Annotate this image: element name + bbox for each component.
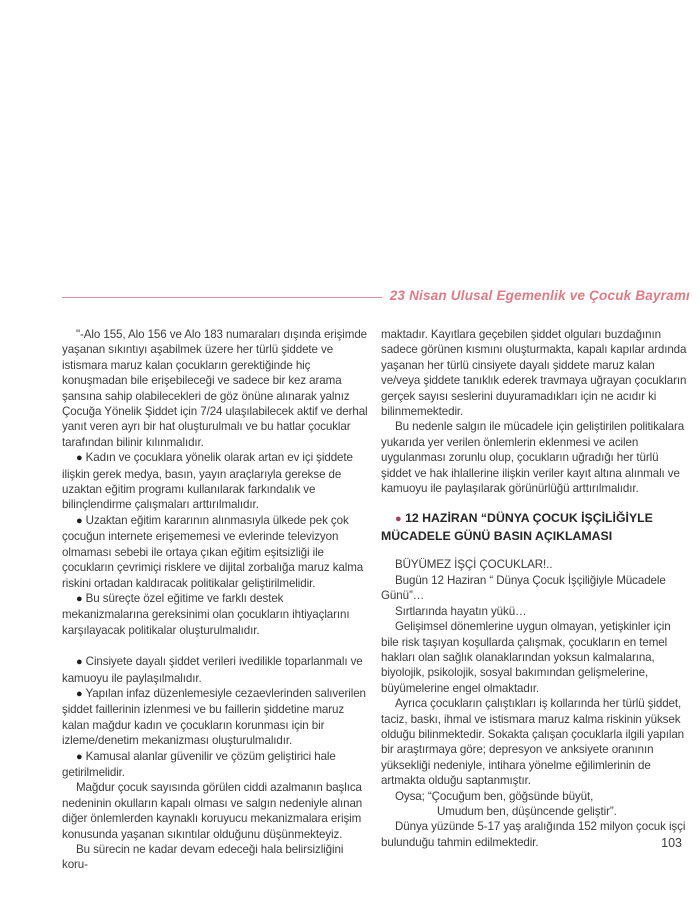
body-paragraph: Mağdur çocuk sayısında görülen ciddi azalmanın başlıca nedeninin okulların kapalı olması ve salgın nedeniyle alınan diğer önlemlerden kaynaklı koruyucu mekanizmalara erişim konusunda yaşanan sıkıntılar olduğunu düşünmekteyiz. xyxy=(62,781,363,841)
heading-bullet-icon: ● xyxy=(395,513,402,526)
body-paragraph: ● Kamusal alanlar güvenilir ve çözüm geliştirici hale getirilmelidir. xyxy=(62,749,336,779)
bullet-icon: ● xyxy=(76,592,83,605)
body-paragraph: "-Alo 155, Alo 156 ve Alo 183 numaraları dışında erişimde yaşanan sıkıntıyı aşabilmek üzere her türlü şiddete ve istismara maruz kalan çocukların gerektiğinde hiç konuşmadan bile erişebileceği ve sadece bir kez arama şansına sahip olabilecekleri de göz önüne alınarak yalnız Çocuğa Yönelik Şiddet için 7/24 ulaşılabilecek aktif ve derhal yanıt veren ayrı bir hat oluşturulmalı ve bu hatlar çocuklar tarafından bilinir kılınmalıdır. xyxy=(62,328,368,449)
section-heading: ● 12 HAZİRAN “DÜNYA ÇOCUK İŞÇİLİĞİYLE MÜCADELE GÜNÜ BASIN AÇIKLAMASI xyxy=(381,511,653,543)
body-paragraph: ● Kadın ve çocuklara yönelik olarak artan ev içi şiddete ilişkin gerek medya, basın, yayın araçlarıyla gerekse de uzaktan eğitim programı kullanılarak farkındalık ve bilinçlendirme çalışmaları arttırılmalıdır. xyxy=(62,451,353,512)
body-paragraph: Oysa; “Çocuğum ben, göğsünde büyüt, xyxy=(395,789,594,803)
body-paragraph: Bugün 12 Haziran “ Dünya Çocuk İşçiliğiyle Mücadele Günü”… xyxy=(381,573,666,603)
bullet-icon: ● xyxy=(76,452,83,465)
body-paragraph: Gelişimsel dönemlerine uygun olmayan, yetişkinler için bile risk taşıyan koşullarda çalışmak, çocukların en temel hakları olan sağlık olanaklarından yoksun kalmalarına, biyolojik, psikolojik, sosyal bakımından gelişmelerine, büyümelerine engel olmaktadır. xyxy=(381,620,671,695)
left-column xyxy=(62,327,369,873)
body-paragraph: ● Cinsiyete dayalı şiddet verileri ivedilikle toparlanmalı ve kamuoyu ile paylaşılmalıdır. xyxy=(62,655,363,685)
body-paragraph: ● Bu süreçte özel eğitime ve farklı destek mekanizmalarına gereksinimi olan çocukların ihtiyaçlarını karşılayacak politikalar oluşturulmalıdır. xyxy=(62,591,350,637)
paragraph-gap xyxy=(62,638,369,654)
body-paragraph: BÜYÜMEZ İŞÇİ ÇOCUKLAR!.. xyxy=(395,558,553,572)
body-paragraph: Bu nedenle salgın ile mücadele için geliştirilen politikalara yukarıda yer verilen önlemlerin eklenmesi ve acilen uygulanması zorunlu olup, çocukların uğradığı her türlü şiddet ve hak ihlallerine ilişkin veriler kayıt altına alınmalı ve kamuoyu ile paylaşılarak görünürlüğü arttırılmalıdır. xyxy=(381,420,685,496)
body-paragraph: Sırtlarında hayatın yükü… xyxy=(395,604,527,618)
body-paragraph: Umudum ben, düşüncende geliştir”. xyxy=(437,804,617,818)
bullet-icon: ● xyxy=(76,750,83,763)
body-paragraph: maktadır. Kayıtlara geçebilen şiddet olguları buzdağının sadece görünen kısmını oluşturmakta, kapalı kapılar ardında yaşanan her türlü cinsiyete dayalı şiddete maruz kalan ve/veya şiddete tanıklık ederek travmaya uğrayan çocukların gerçek sayısı seslerini duyuramadıkları için ne acıdır ki bilinmemektedir. xyxy=(381,328,687,419)
body-paragraph: Bu sürecin ne kadar devam edeceği hala belirsizliğini koru- xyxy=(62,843,344,872)
chapter-title: 23 Nisan Ulusal Egemenlik ve Çocuk Bayramı xyxy=(389,288,690,303)
bullet-icon: ● xyxy=(76,687,83,700)
body-paragraph: Dünya yüzünde 5-17 yaş aralığında 152 milyon çocuk işçi bulunduğu tahmin edilmektedir. xyxy=(381,820,686,849)
body-paragraph: ● Uzaktan eğitim kararının alınmasıyla ülkede pek çok çocuğun internete erişememesi ve evlerinde televizyon olmaması sebebi ile ortaya çıkan eğitim eşitsizliği ile çocukların çevrimiçi risklere ve dijital zorbalığa maruz kalma riskini ortadan kaldıracak politikalar geliştirilmelidir. xyxy=(62,513,364,590)
bullet-icon: ● xyxy=(76,656,83,669)
body-paragraph: Ayrıca çocukların çalıştıkları iş kollarında her türlü şiddet, taciz, baskı, ihmal ve istismara maruz kalma riskinin yüksek olduğu bilinmektedir. Sokakta çalışan çocuklarla ilgili yapılan bir araştırmaya göre; depresyon ve anksiyete oranının yüksekliği nedeniyle, intihara yönelme eğilimlerinin de artmakta olduğu saptanmıştır. xyxy=(381,697,685,788)
two-column-text-block xyxy=(62,327,688,873)
running-header xyxy=(62,288,690,303)
bullet-icon: ● xyxy=(76,514,83,527)
right-column xyxy=(381,327,688,873)
header-rule xyxy=(62,297,382,298)
body-paragraph: ● Yapılan infaz düzenlemesiyle cezaevlerinden salıverilen şiddet faillerinin izlenmesi ve bu faillerin şiddetine maruz kalan mağdur kadın ve çocukların korunması için bir izleme/denetim mekanizması oluşturulmalıdır. xyxy=(62,686,366,748)
page-number: 103 xyxy=(661,836,682,850)
